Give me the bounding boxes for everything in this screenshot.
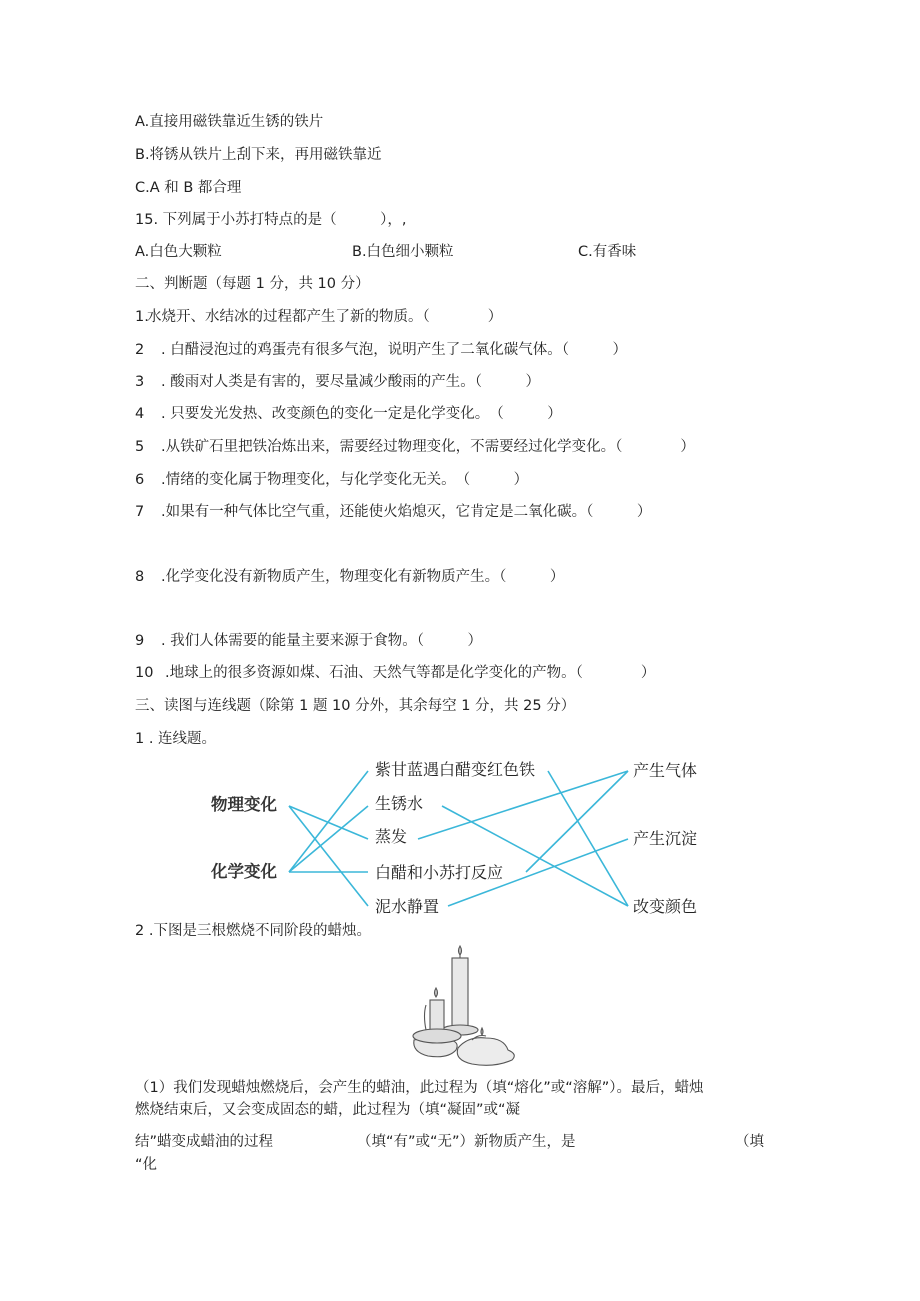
q15-option-a: A.白色大颗粒: [135, 244, 222, 260]
judge-item-text: .如果有一种气体比空气重，还能使火焰熄灭，它肯定是二氧化碳。（ ）: [161, 504, 652, 520]
q2-label: 2 .下图是三根燃烧不同阶段的蜡烛。: [135, 923, 371, 939]
judge-item-num: 5: [135, 439, 145, 455]
judge-item-text: .地球上的很多资源如煤、石油、天然气等都是化学变化的产物。（ ）: [165, 665, 656, 681]
left-label-chemical: 化学变化: [211, 862, 277, 881]
judge-item-text: .从铁矿石里把铁冶炼出来，需要经过物理变化，不需要经过化学变化。（ ）: [161, 439, 695, 455]
judge-item-text: . 酸雨对人类是有害的，要尽量减少酸雨的产生。（ ）: [161, 374, 540, 390]
q14-option-a: A.直接用磁铁靠近生锈的铁片: [135, 114, 324, 130]
judge-item-num: 7: [135, 504, 145, 520]
tall-candle: [452, 958, 468, 1028]
judge-item-text: . 我们人体需要的能量主要来源于食物。（ ）: [161, 633, 482, 649]
flame-icon: [481, 1028, 483, 1035]
right-label: 产生气体: [633, 761, 698, 780]
judge-item-num: 9: [135, 633, 145, 649]
q2-para-line-1: （1）我们发现蜡烛燃烧后，会产生的蜡油，此过程为（填“熔化”或“溶解”）。最后，蜡烛: [135, 1080, 704, 1096]
middle-label: 白醋和小苏打反应: [375, 863, 504, 882]
judge-item-text: . 白醋浸泡过的鸡蛋壳有很多气泡，说明产生了二氧化碳气体。（ ）: [161, 342, 627, 358]
judge-item-num: 2: [135, 342, 145, 358]
right-label: 产生沉淀: [633, 829, 698, 848]
q2-para-line-3a: 结”蜡变成蜡油的过程: [135, 1134, 274, 1150]
judge-item-num: 8: [135, 569, 145, 585]
judge-item-num: 10: [135, 665, 154, 681]
flame-icon: [459, 946, 462, 955]
melted-candle: [457, 1038, 514, 1066]
q15-option-b: B.白色细小颗粒: [352, 244, 454, 260]
flame-icon: [435, 988, 438, 997]
middle-label: 紫甘蓝遇白醋变红色铁: [375, 760, 536, 779]
right-label: 改变颜色: [633, 897, 698, 916]
q2-para-line-4: “化: [135, 1157, 158, 1173]
judge-item-text: 水烧开、水结冰的过程都产生了新的物质。（ ）: [147, 309, 503, 325]
section3-heading: 三、读图与连线题（除第 1 题 10 分外，其余每空 1 分，共 25 分）: [135, 698, 576, 714]
judge-item-text: .化学变化没有新物质产生，物理变化有新物质产生。（ ）: [161, 569, 565, 585]
q1-label: 1 . 连线题。: [135, 731, 217, 747]
judge-item-num: 4: [135, 406, 145, 422]
middle-label: 蒸发: [375, 827, 408, 846]
judge-item-text: . 只要发光发热、改变颜色的变化一定是化学变化。 （ ）: [161, 406, 562, 422]
medium-candle: [430, 1000, 444, 1032]
judge-item-num: 3: [135, 374, 145, 390]
q14-option-c: C.A 和 B 都合理: [135, 180, 242, 196]
section2-heading: 二、判断题（每题 1 分，共 10 分）: [135, 276, 370, 292]
q2-para-line-3b: （填“有”或“无”）新物质产生，是: [357, 1134, 576, 1150]
judge-item-num: 1.: [135, 309, 149, 325]
q15-option-c: C.有香味: [578, 244, 637, 260]
middle-label: 泥水静置: [375, 897, 440, 916]
q2-para-line-2: 燃烧结束后，又会变成固态的蜡，此过程为（填“凝固”或“凝: [135, 1102, 521, 1118]
candle-holder: [413, 1029, 461, 1043]
q14-option-b: B.将锈从铁片上刮下来，再用磁铁靠近: [135, 147, 382, 163]
q15-stem: 15. 下列属于小苏打特点的是（ ），,: [135, 212, 407, 228]
judge-item-num: 6: [135, 472, 145, 488]
judge-item-text: .情绪的变化属于物理变化，与化学变化无关。 （ ）: [161, 472, 529, 488]
middle-label: 生锈水: [375, 794, 424, 813]
left-label-physical: 物理变化: [211, 795, 277, 814]
wax-drip: [425, 1005, 427, 1030]
q2-para-line-3c: （填: [735, 1134, 764, 1150]
